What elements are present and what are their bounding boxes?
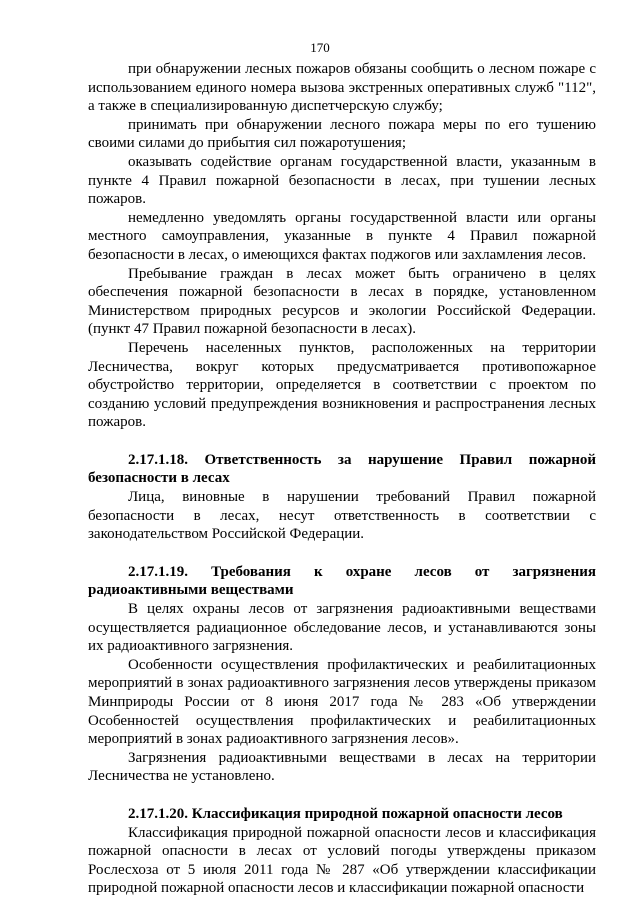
- paragraph: Классификация природной пожарной опасности лесов и классификация пожарной опасности в лесах от условий погоды утверждены приказом Рослесхоза от 5 июля 2011 года № 287 «Об утверждении классификации природной пожарной опасности лесов и классификации пожарной опасности: [88, 824, 596, 897]
- paragraph: Загрязнения радиоактивными веществами в лесах на территории Лесничества не установлено.: [88, 749, 596, 785]
- paragraph: В целях охраны лесов от загрязнения радиоактивными веществами осуществляется радиационное обследование лесов, и устанавливаются зоны их радиоактивного загрязнения.: [88, 601, 596, 655]
- paragraph: при обнаружении лесных пожаров обязаны сообщить о лесном пожаре с использованием единого номера вызова экстренных оперативных служб "112", а также в специализированную диспетчерскую службу;: [88, 61, 596, 115]
- section-heading: 2.17.1.20. Классификация природной пожарной опасности лесов: [128, 805, 563, 822]
- paragraph: оказывать содействие органам государственной власти, указанным в пункте 4 Правил пожарной безопасности в лесах, при тушении лесных пожаров.: [88, 153, 596, 208]
- page-body: [88, 60, 596, 898]
- section-spacer: [88, 786, 596, 805]
- section-spacer: [88, 544, 596, 563]
- paragraph: немедленно уведомлять органы государственной власти или органы местного самоуправления, указанные в пункте 4 Правил пожарной безопасности в лесах, о имеющихся фактах поджогов или захламления лесов.: [88, 209, 596, 263]
- page-number: 170: [310, 40, 330, 55]
- section-spacer: [88, 432, 596, 451]
- section-heading: 2.17.1.18. Ответственность за нарушение Правил пожарной безопасности в лесах: [88, 451, 596, 487]
- paragraph: Пребывание граждан в лесах может быть ограничено в целях обеспечения пожарной безопасности в лесах в порядке, установленном Министерством природных ресурсов и экологии Российской Федерации. (пункт 47 Правил пожарной безопасности в лесах).: [88, 265, 596, 338]
- paragraph: принимать при обнаружении лесного пожара меры по его тушению своими силами до прибытия сил пожаротушения;: [88, 116, 596, 152]
- paragraph: Перечень населенных пунктов, расположенных на территории Лесничества, вокруг которых предусматривается противопожарное обустройство территории, определяется в соответствии с проектом по созданию условий предупреждения возникновения и распространения лесных пожаров.: [88, 339, 596, 431]
- paragraph: Особенности осуществления профилактических и реабилитационных мероприятий в зонах радиоактивного загрязнения лесов утверждены приказом Минприроды России от 8 июня 2017 года № 283 «Об утверждении Особенностей осуществления профилактических и реабилитационных мероприятий в зонах радиоактивного загрязнения лесов».: [88, 656, 596, 748]
- section-heading: 2.17.1.19. Требования к охране лесов от загрязнения радиоактивными веществами: [88, 563, 596, 599]
- paragraph: Лица, виновные в нарушении требований Правил пожарной безопасности в лесах, несут ответственность в соответствии с законодательством Российской Федерации.: [88, 489, 596, 543]
